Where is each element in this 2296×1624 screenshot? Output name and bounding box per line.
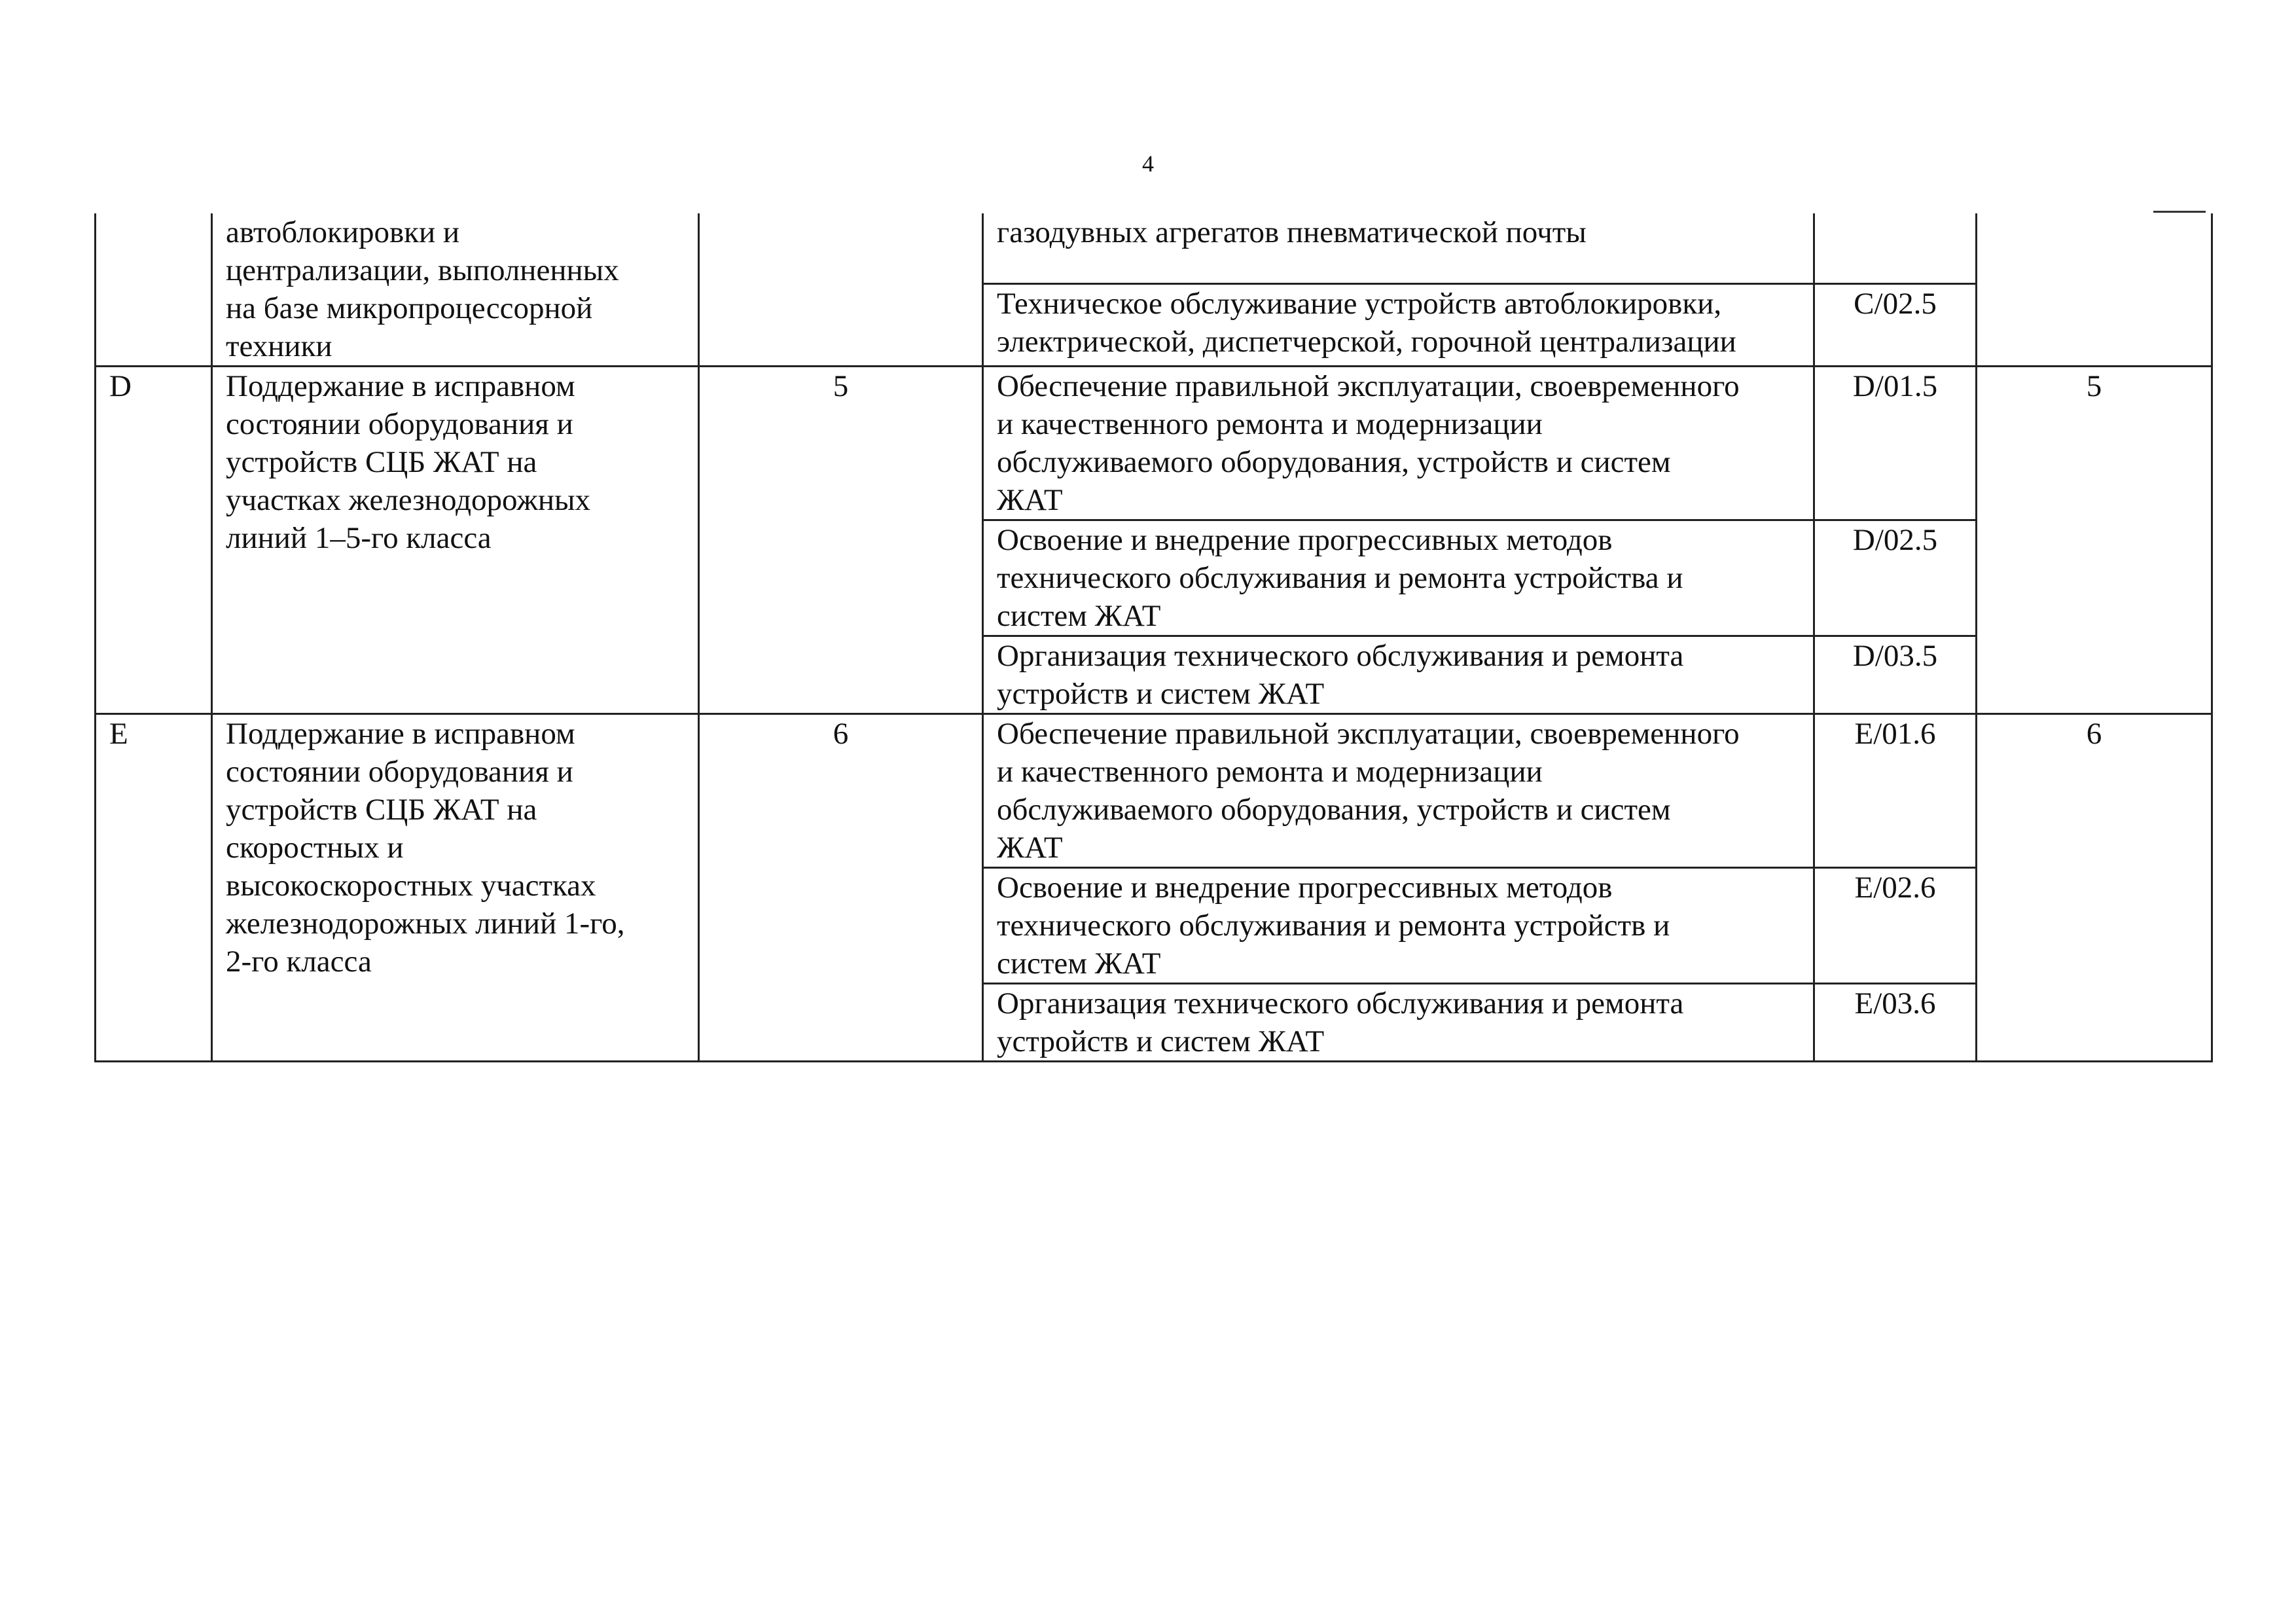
group-code: E bbox=[109, 717, 128, 751]
labor-function-text: Обеспечение правильной эксплуатации, своевременного и качественного ремонта и модернизации обслуживаемого оборудования, устройств и систем ЖАТ bbox=[997, 369, 1740, 517]
page-number: 4 bbox=[1142, 151, 1154, 177]
labor-function-cell bbox=[983, 984, 1814, 1062]
labor-function-cell bbox=[983, 636, 1814, 714]
group-code: D bbox=[109, 369, 132, 403]
qualification-level-cell bbox=[699, 213, 983, 367]
sub-level: 6 bbox=[2086, 717, 2102, 751]
qualification-level-cell bbox=[699, 714, 983, 1062]
group-code-cell bbox=[96, 714, 212, 1062]
function-code-cell bbox=[1814, 520, 1977, 636]
labor-function-cell bbox=[983, 283, 1814, 366]
function-code-cell bbox=[1814, 636, 1977, 714]
table-row bbox=[96, 367, 2212, 520]
sub-level-cell bbox=[1977, 367, 2212, 714]
labor-function-text: газодувных агрегатов пневматической почты bbox=[997, 215, 1587, 249]
group-name-cell bbox=[212, 367, 699, 714]
qualification-level: 6 bbox=[833, 717, 849, 751]
sub-level-cell bbox=[1977, 714, 2212, 1062]
group-code-cell bbox=[96, 367, 212, 714]
labor-function-text: Организация технического обслуживания и ремонта устройств и систем ЖАТ bbox=[997, 639, 1684, 711]
function-code-cell bbox=[1814, 868, 1977, 984]
labor-function-text: Обеспечение правильной эксплуатации, своевременного и качественного ремонта и модернизации обслуживаемого оборудования, устройств и систем ЖАТ bbox=[997, 717, 1740, 865]
table-row bbox=[96, 714, 2212, 868]
labor-function-text: Организация технического обслуживания и ремонта устройств и систем ЖАТ bbox=[997, 986, 1684, 1058]
labor-function-cell bbox=[983, 868, 1814, 984]
table-row bbox=[96, 213, 2212, 283]
function-code: С/02.5 bbox=[1854, 286, 1937, 321]
function-code: E/03.6 bbox=[1854, 986, 1936, 1020]
function-code: D/01.5 bbox=[1852, 369, 1938, 403]
generalized-function-cell bbox=[212, 213, 699, 367]
generalized-function-text: автоблокировки и централизации, выполненных на базе микропроцессорной техники bbox=[226, 215, 619, 363]
group-name: Поддержание в исправном состоянии оборудования и устройств СЦБ ЖАТ на участках железнодорожных линий 1–5-го класса bbox=[226, 369, 591, 555]
function-code: D/03.5 bbox=[1852, 639, 1938, 673]
function-code-cell bbox=[1814, 714, 1977, 868]
labor-function-cell bbox=[983, 213, 1814, 283]
sub-level-cell bbox=[1977, 213, 2212, 367]
sub-level: 5 bbox=[2086, 369, 2102, 403]
labor-function-cell bbox=[983, 714, 1814, 868]
group-name-cell bbox=[212, 714, 699, 1062]
function-code: D/02.5 bbox=[1852, 523, 1938, 557]
function-code: E/01.6 bbox=[1854, 717, 1936, 751]
code-cell bbox=[96, 213, 212, 367]
function-code-cell bbox=[1814, 984, 1977, 1062]
qualification-level-cell bbox=[699, 367, 983, 714]
table-top-rule bbox=[2153, 211, 2206, 213]
function-code-cell bbox=[1814, 367, 1977, 520]
labor-function-text: Освоение и внедрение прогрессивных методов технического обслуживания и ремонта устройств и систем ЖАТ bbox=[997, 871, 1670, 981]
function-code: E/02.6 bbox=[1854, 871, 1936, 905]
function-code-cell bbox=[1814, 283, 1977, 366]
labor-function-text: Техническое обслуживание устройств автоблокировки, электрической, диспетчерской, горочной централизации bbox=[997, 286, 1736, 359]
functions-table bbox=[94, 213, 2213, 1062]
qualification-level: 5 bbox=[833, 369, 849, 403]
labor-function-cell bbox=[983, 520, 1814, 636]
labor-function-text: Освоение и внедрение прогрессивных методов технического обслуживания и ремонта устройства и систем ЖАТ bbox=[997, 523, 1683, 633]
labor-function-cell bbox=[983, 367, 1814, 520]
group-name: Поддержание в исправном состоянии оборудования и устройств СЦБ ЖАТ на скоростных и высокоскоростных участках железнодорожных линий 1-го, 2-го класса bbox=[226, 717, 625, 979]
function-code-cell bbox=[1814, 213, 1977, 283]
